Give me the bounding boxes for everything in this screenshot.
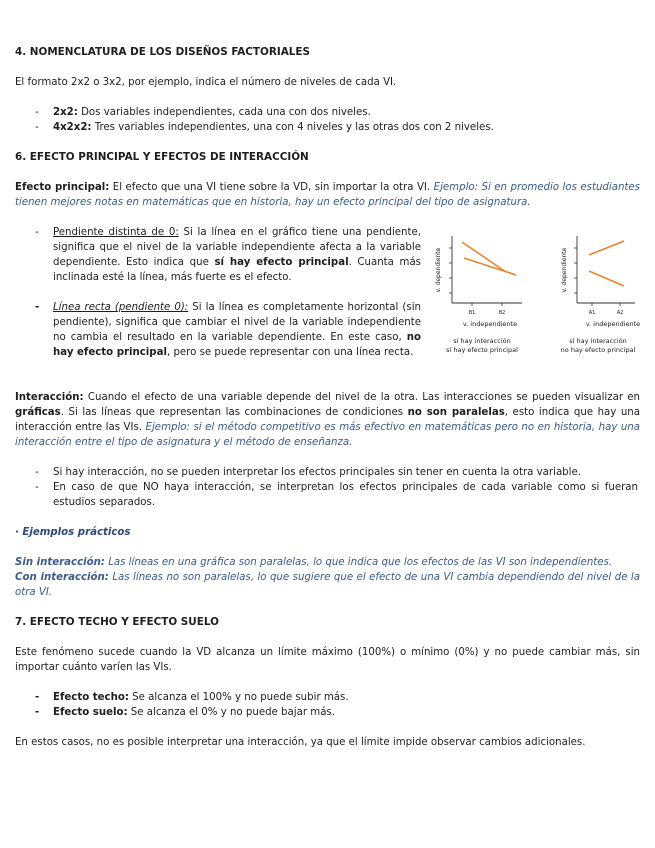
list-text: Se alcanza el 100% y no puede subir más. <box>128 692 349 703</box>
interaction-bold-2: no son paralelas <box>407 407 505 418</box>
interaction-paragraph <box>15 390 640 450</box>
list-dash: - <box>35 122 39 133</box>
series-line-1 <box>589 241 624 255</box>
list-dash: - <box>35 302 40 313</box>
section-7-closing: En estos casos, no es posible interpretar una interacción, ya que el límite impide observar cambios adicionales. <box>15 737 586 748</box>
list-dash: - <box>35 467 39 478</box>
flat-text-1: Si la línea es completamente horizontal (sin pendiente), significa que cambiar el nivel de la variable independiente no cambia el resultado en la variable dependiente. En este caso, <box>53 302 421 343</box>
caption-1: sí hay interacción <box>453 337 511 345</box>
y-label: v. dependiente <box>561 247 568 293</box>
list-item-flat <box>35 300 425 375</box>
slope-text-2: . Cuanta más inclinada esté la línea, más fuerte es el efecto. <box>53 257 421 283</box>
main-effect-term: Efecto principal: <box>15 182 110 193</box>
with-interaction-paragraph <box>15 570 640 600</box>
interaction-example: Ejemplo: si el método competitivo es más efectivo en matemáticas pero no en historia, hay una interacción entre el tipo de asignatura y el método de enseñanza. <box>15 422 641 448</box>
series-line-1 <box>462 242 506 272</box>
section-6-title: 6. EFECTO PRINCIPAL Y EFECTOS DE INTERACCIÓN <box>15 151 309 163</box>
main-effect-paragraph <box>15 180 640 210</box>
flat-text-2: , pero se puede representar con una línea recta. <box>166 347 414 358</box>
list-dash: - <box>35 692 40 703</box>
y-label: v. dependiente <box>435 247 442 293</box>
interaction-term: Interacción: <box>15 392 84 403</box>
list-item <box>35 480 640 510</box>
caption-1: sí hay interacción <box>569 337 627 345</box>
x-tick-label: B2 <box>498 310 506 316</box>
section-7-title: 7. EFECTO TECHO Y EFECTO SUELO <box>15 616 219 628</box>
x-label: v. independiente <box>585 320 641 328</box>
interaction-text-1: Cuando el efecto de una variable depende del nivel de la otra. Las interacciones se pueden visualizar en <box>83 392 640 403</box>
examples-title: · Ejemplos prácticos <box>15 527 131 538</box>
x-tick-label: A1 <box>588 310 596 316</box>
section-7-intro: Este fenómeno sucede cuando la VD alcanza un límite máximo (100%) o mínimo (0%) y no puede cambiar más, sin importar cuánto varíen las VIs. <box>15 647 640 673</box>
list-text: Se alcanza el 0% y no puede bajar más. <box>127 707 335 718</box>
slope-text-1: Si la línea en el gráfico tiene una pendiente, significa que el nivel de la variable independiente afecta a la variable dependiente. Esto indica que <box>53 227 421 268</box>
x-tick-label: B1 <box>468 310 476 316</box>
list-text: Dos variables independientes, cada una con dos niveles. <box>77 107 371 118</box>
flat-bold: no hay efecto principal <box>53 332 421 358</box>
caption-2: no hay efecto principal <box>560 346 636 354</box>
chart-left <box>430 228 535 358</box>
with-interaction-term: Con interacción: <box>15 572 109 583</box>
x-tick-label: A2 <box>616 310 624 316</box>
caption-2: sí hay efecto principal <box>446 346 518 354</box>
list-term: Efecto techo: <box>53 692 129 703</box>
with-interaction-text: Las líneas no son paralelas, lo que sugiere que el efecto de una VI cambia dependiendo del nivel de la otra VI. <box>15 572 641 598</box>
list-term: 2x2: <box>53 107 78 118</box>
slope-bold: sí hay efecto principal <box>214 257 349 268</box>
chart-right <box>535 228 650 358</box>
no-interaction-text: Las líneas en una gráfica son paralelas, lo que indica que los efectos de las VI son independientes. <box>104 557 613 568</box>
list-dash: - <box>35 482 39 493</box>
series-line-2 <box>589 271 624 286</box>
interaction-bold-1: gráficas <box>15 407 61 418</box>
list-dash: - <box>35 107 39 118</box>
interaction-text-2: . Si las líneas que representan las combinaciones de condiciones <box>60 407 408 418</box>
main-effect-example: Ejemplo: Si en promedio los estudiantes tienen mejores notas en matemáticas que en historia, hay un efecto principal del tipo de asignatura. <box>15 182 640 208</box>
list-term: Efecto suelo: <box>53 707 128 718</box>
interaction-text-3: , esto indica que hay una interacción entre las VIs. <box>15 407 640 433</box>
list-dash: - <box>35 227 39 238</box>
list-dash: - <box>35 707 40 718</box>
no-interaction-term: Sin interacción: <box>15 557 105 568</box>
slope-term: Pendiente distinta de 0: <box>53 227 179 238</box>
main-effect-text: El efecto que una VI tiene sobre la VD, sin importar la otra VI. <box>109 182 434 193</box>
list-text: Tres variables independientes, una con 4 niveles y las otras dos con 2 niveles. <box>91 122 494 133</box>
no-interaction-paragraph <box>15 555 640 570</box>
list-term: 4x2x2: <box>53 122 92 133</box>
list-text: Si hay interacción, no se pueden interpretar los efectos principales sin tener en cuenta la otra variable. <box>53 467 581 478</box>
section-4-title: 4. NOMENCLATURA DE LOS DISEÑOS FACTORIALES <box>15 46 310 58</box>
x-label: v. independiente <box>462 320 518 328</box>
list-text: En caso de que NO haya interacción, se interpretan los efectos principales de cada variable como si fueran estudios separados. <box>53 482 638 508</box>
section-4-intro: El formato 2x2 o 3x2, por ejemplo, indica el número de niveles de cada VI. <box>15 77 397 88</box>
flat-term: Línea recta (pendiente 0): <box>53 302 189 313</box>
list-item-slope <box>35 225 425 285</box>
